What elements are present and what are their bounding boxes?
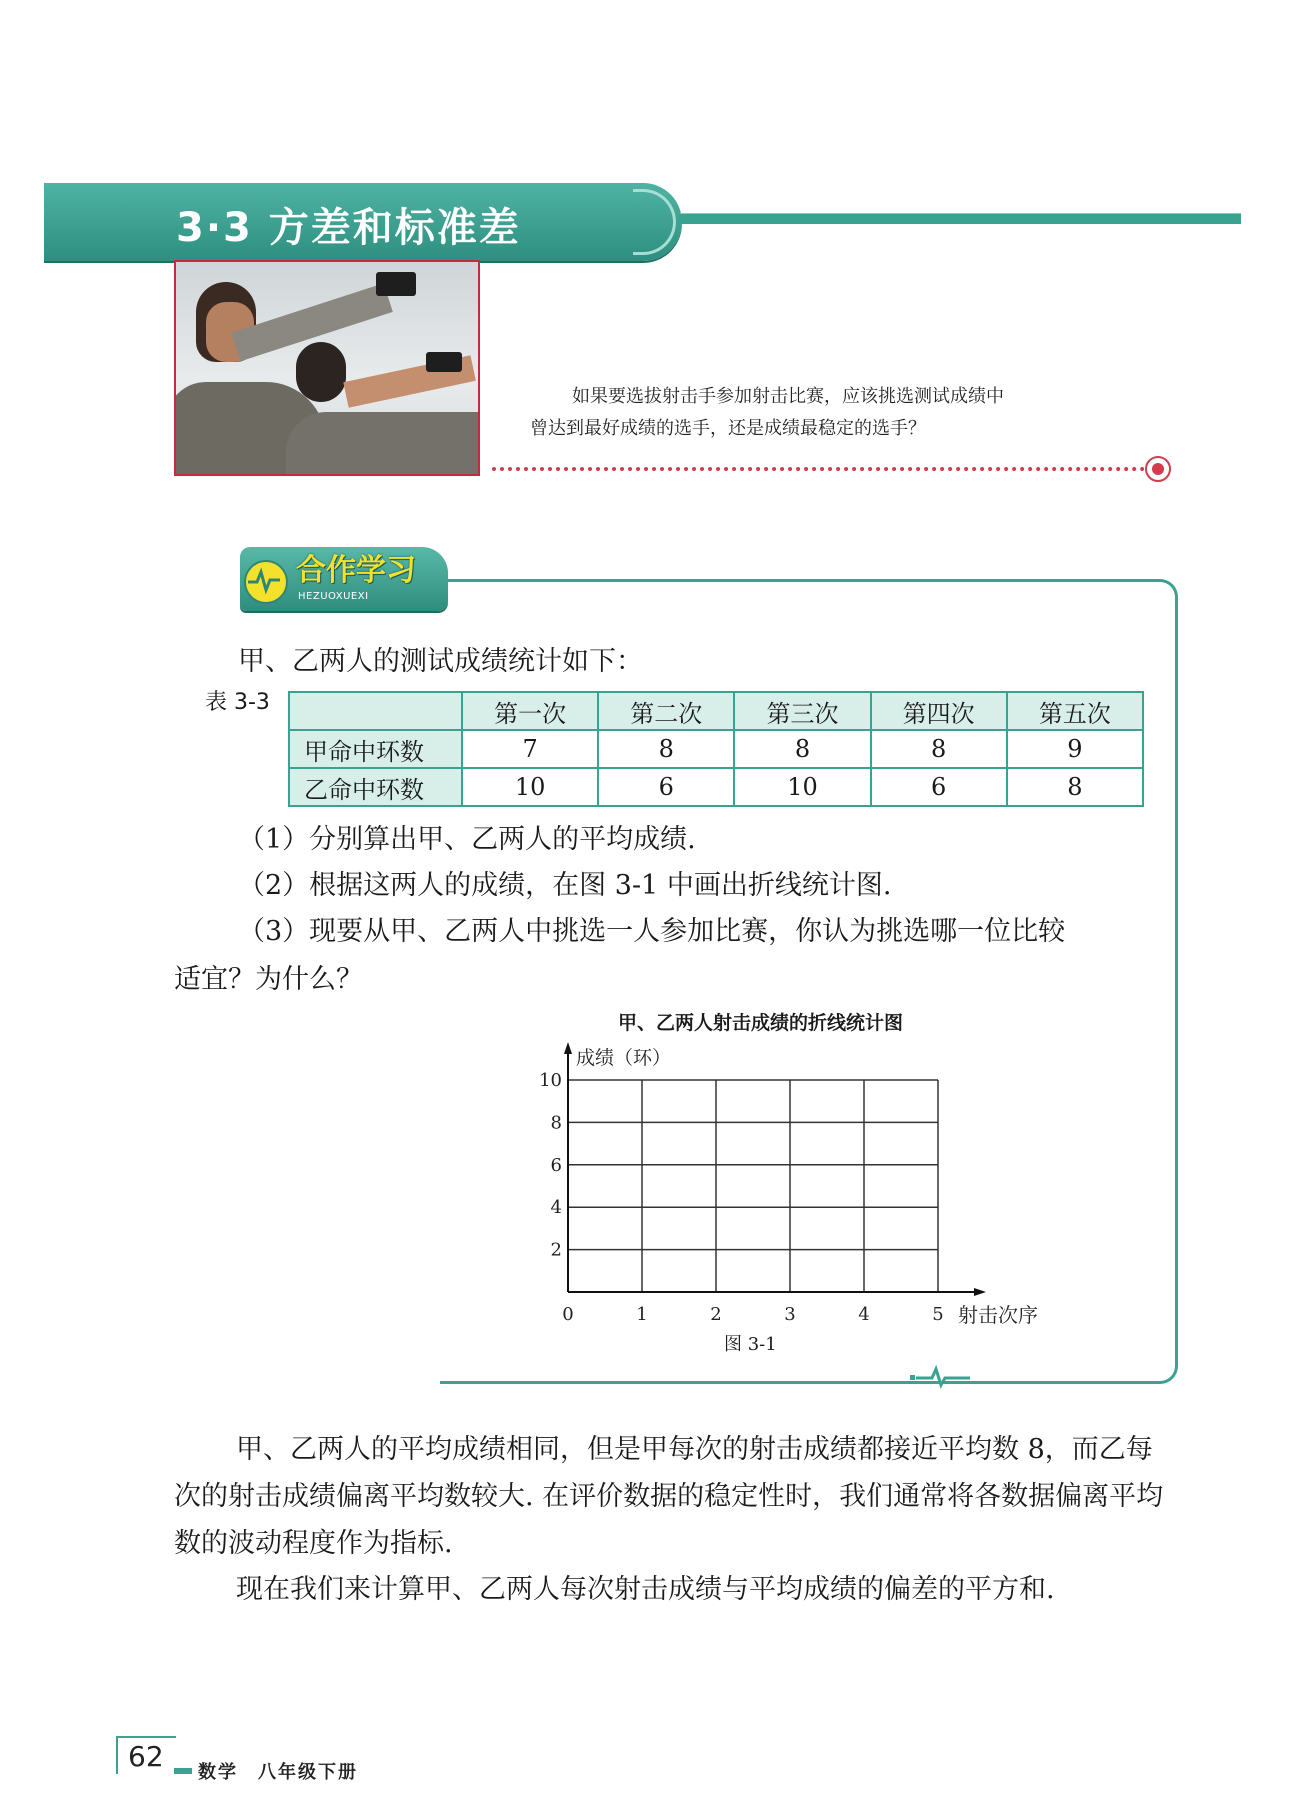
page-number: 62 [128,1740,164,1773]
table-cell: 7 [462,730,598,768]
line-chart-grid [520,1040,1040,1330]
paragraph-1: 甲、乙两人的平均成绩相同，但是甲每次的射击成绩都接近平均数 8，而乙每次的射击成绩偏离平均数较大. 在评价数据的稳定性时，我们通常将各数据偏离平均数的波动程度作为指标. [174,1434,1164,1559]
y-tick-label: 4 [550,1197,562,1219]
x-tick-label: 2 [710,1304,722,1325]
target-dot-icon [1145,456,1171,482]
table-cell: 8 [734,730,870,768]
coop-learning-title: 合作学习 [296,553,416,588]
table-cell: 8 [1007,768,1143,806]
stats-intro: 甲、乙两人的测试成绩统计如下： [238,646,643,677]
table-cell: 10 [462,768,598,806]
y-tick-label: 8 [550,1112,562,1134]
row-label: 乙命中环数 [289,768,462,806]
x-tick-label: 5 [932,1304,944,1325]
table-row [289,768,1143,806]
intro-line-1: 如果要选拔射击手参加射击比赛，应该挑选测试成绩中 [572,386,1004,407]
table-header: 第五次 [1007,692,1143,730]
table-header-row [289,692,1143,730]
paragraph-2: 现在我们来计算甲、乙两人每次射击成绩与平均成绩的偏差的平方和. [236,1574,1055,1605]
coop-learning-subtitle: HEZUOXUEXI [298,591,369,602]
table-header: 第三次 [734,692,870,730]
y-tick-label: 6 [550,1154,562,1176]
question-3-continued: 适宜？为什么？ [174,964,363,995]
table-cell: 6 [871,768,1007,806]
intro-line-2: 曾达到最好成绩的选手，还是成绩最稳定的选手？ [530,418,926,439]
y-axis-arrow-icon [564,1042,572,1054]
x-tick-label: 0 [562,1304,574,1325]
x-tick-label: 3 [784,1304,796,1325]
question-2: （2）根据这两人的成绩，在图 3-1 中画出折线统计图. [238,870,892,901]
y-tick-label: 2 [550,1239,562,1261]
table-header: 第二次 [598,692,734,730]
pulse-icon [244,560,288,604]
x-axis-label: 射击次序 [958,1303,1038,1327]
x-axis-arrow-icon [974,1288,986,1296]
y-axis-label: 成绩（环） [576,1047,672,1069]
footer-arrow-icon [174,1768,192,1774]
y-tick-label: 10 [539,1070,562,1091]
table-cell: 10 [734,768,870,806]
shooter-photo [174,260,480,476]
book-title: 数学 八年级下册 [198,1762,358,1783]
table-header: 第四次 [871,692,1007,730]
x-tick-label: 4 [858,1304,870,1325]
row-label: 甲命中环数 [289,730,462,768]
table-cell: 8 [598,730,734,768]
title-rule [680,213,1241,224]
score-table [288,691,1144,807]
figure-caption: 图 3-1 [724,1334,777,1355]
table-cell: 8 [871,730,1007,768]
table-header [289,692,462,730]
chart-title: 甲、乙两人射击成绩的折线统计图 [618,1012,904,1034]
x-tick-label: 1 [636,1304,648,1325]
table-cell: 9 [1007,730,1143,768]
question-1: （1）分别算出甲、乙两人的平均成绩. [238,824,696,855]
section-title: 3·3 方差和标准差 [176,205,521,251]
table-cell: 6 [598,768,734,806]
squiggle-icon [910,1365,970,1389]
intro-question [530,381,1130,445]
table-header: 第一次 [462,692,598,730]
table-row [289,730,1143,768]
table-label: 表 3-3 [205,690,270,715]
dotted-divider [492,467,1145,471]
question-3: （3）现要从甲、乙两人中挑选一人参加比赛，你认为挑选哪一位比较 [238,916,1066,947]
